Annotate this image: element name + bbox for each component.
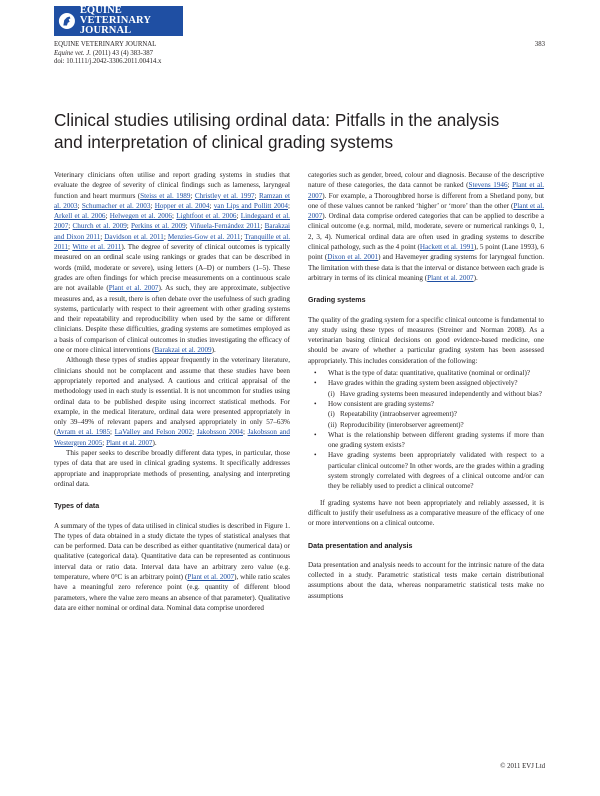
citation-link[interactable]: Plant et al. 2007: [308, 181, 545, 200]
paragraph: The quality of the grading system for a specific clinical outcome is fundamental to any study using these types of measures (Streiner and Norman 2008). As a veterinarian basing clinical decisions on good evidence-based medicine, one should be aware of whether a particular grading system has been assessed appropriately. This includes consideration of the following:: [308, 315, 544, 365]
criteria-list: [308, 368, 544, 492]
paragraph: Although these types of studies appear frequently in the veterinary literature, clinicians should not be complacent and assume that these studies have been appropriately reported and analysed. A cautious and critical appraisal of the methodology used in each study is essential. It is not uncommon for studies using ordinal data to be published despite using incorrect statistical methods. For example, in the medical literature, ordinal data were presented appropriately in only 39–49% of relevant papers and analysed appropriately in only 57–63% (Avram et al. 1985; LaValley and Felson 2002; Jakobsson 2004; Jakobsson and Westergren 2005; Plant et al. 2007).: [54, 356, 290, 447]
masthead: [54, 41, 161, 67]
right-column: [308, 170, 544, 601]
citation-link[interactable]: Barakzai et al. 2009: [154, 346, 212, 355]
citation-link[interactable]: Lightfoot et al. 2006: [176, 212, 237, 221]
sub-list-item: (ii) Reproducibility (interobserver agreement)?: [328, 420, 464, 429]
list-item: • What is the relationship between different grading systems if more than one grading system exists?: [328, 430, 544, 451]
citation-link[interactable]: Plant et al. 2007: [427, 273, 474, 282]
citation-link[interactable]: Plant et al. 2007: [106, 438, 153, 447]
citation-link[interactable]: Steiss et al. 1989: [140, 191, 191, 200]
list-item: • How consistent are grading systems? (i) Repeatability (intraobserver agreement)? (ii) Reproducibility (interobserver agreement)?: [328, 399, 544, 430]
citation-link[interactable]: Lindegaard et al. 2007: [54, 212, 290, 231]
volume-info: Equine vet. J. (2011) 43 (4) 383-387: [54, 49, 154, 57]
citation-link[interactable]: Avram et al. 1985: [56, 428, 111, 437]
doi: doi: 10.1111/j.2042-3306.2011.00414.x: [54, 58, 162, 65]
citation-link[interactable]: Dixon et al. 2001: [327, 253, 379, 262]
list-item: • Have grades within the grading system been assigned objectively? (i) Have grading systems been measured independently and without bias?: [328, 378, 544, 399]
citation-link[interactable]: Plant et al. 2007: [187, 572, 235, 581]
citation-link[interactable]: Viñuela-Fernández 2011: [189, 222, 261, 231]
citation-link[interactable]: Arkell et al. 2006: [54, 212, 106, 221]
journal-banner: [54, 6, 183, 36]
section-heading-types-of-data: Types of data: [54, 502, 100, 511]
journal-banner-title: EQUINE VETERINARY JOURNAL: [79, 5, 152, 36]
citation-link[interactable]: Stevens 1946: [468, 181, 508, 190]
paragraph: This paper seeks to describe broadly different data types, in particular, those types of data that are used in clinical grading systems. It specifically addresses appropriate and inappropriate methods of presenting, analysing and interpreting ordinal data.: [54, 449, 290, 488]
section-heading-data-presentation: Data presentation and analysis: [308, 541, 413, 550]
citation-link[interactable]: Barakzai and Dixon 2011: [54, 222, 291, 241]
citation-link[interactable]: Menzies-Gow et al. 2011: [167, 232, 241, 241]
citation-link[interactable]: Plant et al. 2007: [108, 284, 159, 293]
citation-link[interactable]: Christley et al. 1997: [194, 191, 255, 200]
page-number: 383: [534, 41, 545, 48]
citation-link[interactable]: LaValley and Felson 2002: [114, 428, 193, 437]
citation-link[interactable]: van Lips and Pollitt 2004: [213, 201, 288, 210]
left-column: [54, 170, 290, 613]
list-item: • Have grading systems been appropriately validated with respect to a particular clinical outcome? In other words, are the grades within a grading system strongly correlated with degrees of a clinical outcome and/or can they be reliably used to predict a clinical outcome?: [328, 450, 544, 491]
paragraph: If grading systems have not been appropriately and reliably assessed, it is difficult to justify their usefulness as a comparative measure of the efficacy of one or more interventions on a clinical outcome.: [308, 498, 544, 528]
section-heading-grading-systems: Grading systems: [308, 296, 366, 305]
paragraph: A summary of the types of data utilised in clinical studies is described in Figure 1. The types of data obtained in a study dictate the types of statistical analyses that can be performed. Data can be described as either quantitative (numerical data) or qualitative (categorical data). Quantitative data can be represented as continuous interval data or ratio data. Interval data have an arbitrary zero value (e.g. temperature, where 0°C is an arbitrary point) (Plant et al. 2007), while ratio scales have a meaningful zero reference point (e.g. quantity of different blood parameters, where the value zero means an absence of that parameter). Qualitative data are either nominal or ordinal data. Nominal data comprise unordered: [54, 521, 290, 612]
citation-link[interactable]: Jakobsson 2004: [196, 428, 243, 437]
citation-link[interactable]: Tranquille et al. 2011: [54, 232, 290, 252]
paragraph-intro: Veterinary clinicians often utilise and report grading systems in studies that evaluate the degree of severity of clinical findings such as lameness, laryngeal function and heart murmurs (Steiss et al. 1989; Christley et al. 1997; Ramzan et al. 2003; Schumacher et al. 2003; Hopper et al. 2004; van Lips and Pollitt 2004; Arkell et al. 2006; Helwegen et al. 2006; Lightfoot et al. 2006; Lindegaard et al. 2007; Church et al. 2009; Perkins et al. 2009; Viñuela-Fernández 2011; Barakzai and Dixon 2011; Davidson et al. 2011; Menzies-Gow et al. 2011; Tranquille et al. 2011; Witte et al. 2011). The degree of severity of clinical outcomes is typically measured on an ordinal scale using rankings or grades that can be described in words (mild, moderate or severe), using letters (A–D) or numbers (1–5). These grades are often findings for which precise measurements on a continuous scale are not available (Plant et al. 2007). As such, they are approximate, subjective measures and, as a result, there is often debate over the usefulness of such grading systems, particularly with respect to their agreement with other grading systems and their repeatability and reproducibility when used by the same or different clinicians. Despite these difficulties, grading systems are sometimes employed as a basis of comparison of clinical outcomes in studies investigating the efficacy of one or more clinical interventions (Barakzai et al. 2009).: [54, 171, 291, 355]
copyright-footer: © 2011 EVJ Ltd: [500, 763, 545, 770]
citation-link[interactable]: Perkins et al. 2009: [131, 222, 186, 231]
sub-list-item: (i) Have grading systems been measured independently and without bias?: [328, 389, 542, 398]
citation-link[interactable]: Hopper et al. 2004: [154, 201, 210, 210]
citation-link[interactable]: Witte et al. 2011: [72, 243, 122, 252]
citation-link[interactable]: Schumacher et al. 2003: [81, 201, 151, 210]
citation-link[interactable]: Ramzan et al. 2003: [54, 191, 290, 210]
citation-link[interactable]: Helwegen et al. 2006: [109, 212, 172, 221]
citation-link[interactable]: Davidson et al. 2011: [104, 232, 164, 241]
list-item: • What is the type of data: quantitative, qualitative (nominal or ordinal)?: [328, 368, 544, 378]
journal-name: EQUINE VETERINARY JOURNAL: [54, 41, 157, 48]
citation-link[interactable]: Plant et al. 2007: [308, 201, 544, 221]
citation-link[interactable]: Hackett et al. 1991: [419, 243, 474, 252]
paragraph: Data presentation and analysis needs to account for the intrinsic nature of the data collected in a study. Parametric statistical tests make certain distributional assumptions about the data, whereas nonparametric statistical tests make no assumptions: [308, 560, 544, 600]
sub-list-item: (i) Repeatability (intraobserver agreement)?: [328, 410, 457, 419]
citation-link[interactable]: Jakobsson and Westergren 2005: [54, 428, 290, 447]
article-title: Clinical studies utilising ordinal data: Pitfalls in the analysis and interpretation of clinical grading systems: [54, 110, 500, 152]
citation-link[interactable]: Church et al. 2009: [72, 222, 127, 231]
paragraph: categories such as gender, breed, colour and diagnosis. Because of the descriptive nature of these categories, the data cannot be ranked (Stevens 1946; Plant et al. 2007). For example, a Thoroughbred horse is different from a Shetland pony, but one of these values cannot be ranked ‘higher’ or ‘more’ than the other (Plant et al. 2007). Ordinal data comprise ordered categories that can be applied to describe a clinical outcome (e.g. normal, mild, moderate, severe or numerical rankings 0, 1, 2, 3, 4). Numerical ordinal data are often used in grading systems to describe clinical pathology, such as the 4 point (Hackett et al. 1991), 5 point (Lane 1993), 6 point (Dixon et al. 2001) and Havemeyer grading systems for laryngeal function. The limitation with these data is that the interval or distance between each grade is arbitrary in terms of its clinical meaning (Plant et al. 2007).: [308, 171, 545, 282]
horse-logo-icon: [58, 11, 76, 31]
